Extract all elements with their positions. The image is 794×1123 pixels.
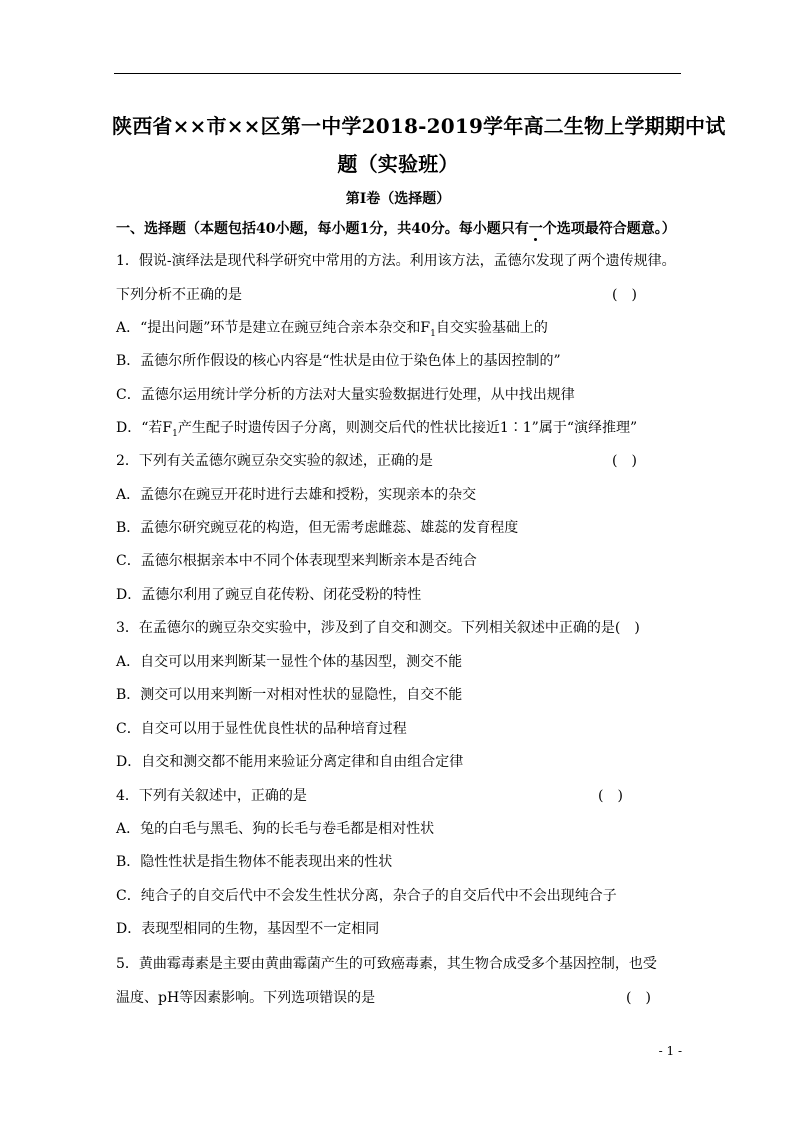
q2-option-a: A．孟德尔在豌豆开花时进行去雄和授粉，实现亲本的杂交	[116, 487, 477, 503]
q5-stem-line2: 温度、pH等因素影响。下列选项错误的是	[116, 990, 376, 1006]
q2-stem: 2．下列有关孟德尔豌豆杂交实验的叙述，正确的是	[116, 453, 433, 469]
section-heading-before: 一、选择题（本题包括40小题，每小题1分，共40分。每小题只有	[116, 221, 529, 237]
section-heading-after: 个选项最符合题意。）	[542, 221, 676, 237]
q2-option-d: D．孟德尔利用了豌豆自花传粉、闭花受粉的特性	[116, 587, 422, 603]
q5-answer-blank: ( )	[626, 990, 651, 1006]
q3-option-c: C．自交可以用于显性优良性状的品种培育过程	[116, 721, 407, 737]
q2-answer-blank: ( )	[612, 453, 637, 469]
header-rule	[114, 73, 681, 74]
q1-option-a-text: A．“提出问题”环节是建立在豌豆纯合亲本杂交和F	[116, 320, 431, 336]
q2-option-c: C．孟德尔根据亲本中不同个体表现型来判断亲本是否纯合	[116, 553, 477, 569]
q4-option-a: A．兔的白毛与黑毛、狗的长毛与卷毛都是相对性状	[116, 821, 435, 837]
q1-option-a	[116, 317, 548, 339]
q1-option-b: B．孟德尔所作假设的核心内容是“性状是由位于染色体上的基因控制的”	[116, 353, 561, 369]
q4-option-d: D．表现型相同的生物，基因型不一定相同	[116, 921, 380, 937]
q1-answer-blank: ( )	[612, 287, 637, 303]
q3-option-a: A．自交可以用来判断某一显性个体的基因型，测交不能	[116, 654, 463, 670]
q4-answer-blank: ( )	[598, 788, 623, 804]
q2-option-b: B．孟德尔研究豌豆花的构造，但无需考虑雌蕊、雄蕊的发育程度	[116, 520, 519, 536]
q1-stem-line1: 1．假说-演绎法是现代科学研究中常用的方法。利用该方法，孟德尔发现了两个遗传规律。	[116, 253, 676, 269]
q3-option-b: B．测交可以用来判断一对相对性状的显隐性，自交不能	[116, 687, 463, 703]
section-heading-emphasis: 一	[528, 221, 543, 237]
q1-stem-line2: 下列分析不正确的是	[116, 287, 242, 303]
part-heading: 第Ⅰ卷（选择题）	[345, 191, 451, 207]
section-heading	[116, 218, 676, 238]
q1-option-a-subscript: 1	[430, 328, 436, 339]
q1-option-d-text: D．“若F	[116, 420, 173, 436]
q1-option-d-subscript: 1	[172, 428, 178, 439]
q4-option-c: C．纯合子的自交后代中不会发生性状分离，杂合子的自交后代中不会出现纯合子	[116, 888, 617, 904]
q5-stem-line1: 5．黄曲霉毒素是主要由黄曲霉菌产生的可致癌毒素，其生物合成受多个基因控制，也受	[116, 956, 657, 972]
page-number: - 1 -	[658, 1044, 682, 1058]
q1-option-d	[116, 417, 637, 439]
exam-title-line1: 陕西省××市××区第一中学2018-2019学年高二生物上学期期中试	[112, 114, 726, 138]
q1-option-a-text-end: 自交实验基础上的	[435, 320, 548, 336]
q4-stem: 4．下列有关叙述中，正确的是	[116, 788, 307, 804]
q3-stem: 3．在孟德尔的豌豆杂交实验中，涉及到了自交和测交。下列相关叙述中正确的是( )	[116, 620, 640, 636]
q4-option-b: B．隐性性状是指生物体不能表现出来的性状	[116, 854, 393, 870]
q1-option-c: C．孟德尔运用统计学分析的方法对大量实验数据进行处理，从中找出规律	[116, 387, 575, 403]
q1-option-d-text-end: 产生配子时遗传因子分离，则测交后代的性状比接近1∶1”属于“演绎推理”	[177, 420, 638, 436]
exam-title-line2: 题（实验班）	[337, 152, 459, 176]
q3-option-d: D．自交和测交都不能用来验证分离定律和自由组合定律	[116, 754, 464, 770]
